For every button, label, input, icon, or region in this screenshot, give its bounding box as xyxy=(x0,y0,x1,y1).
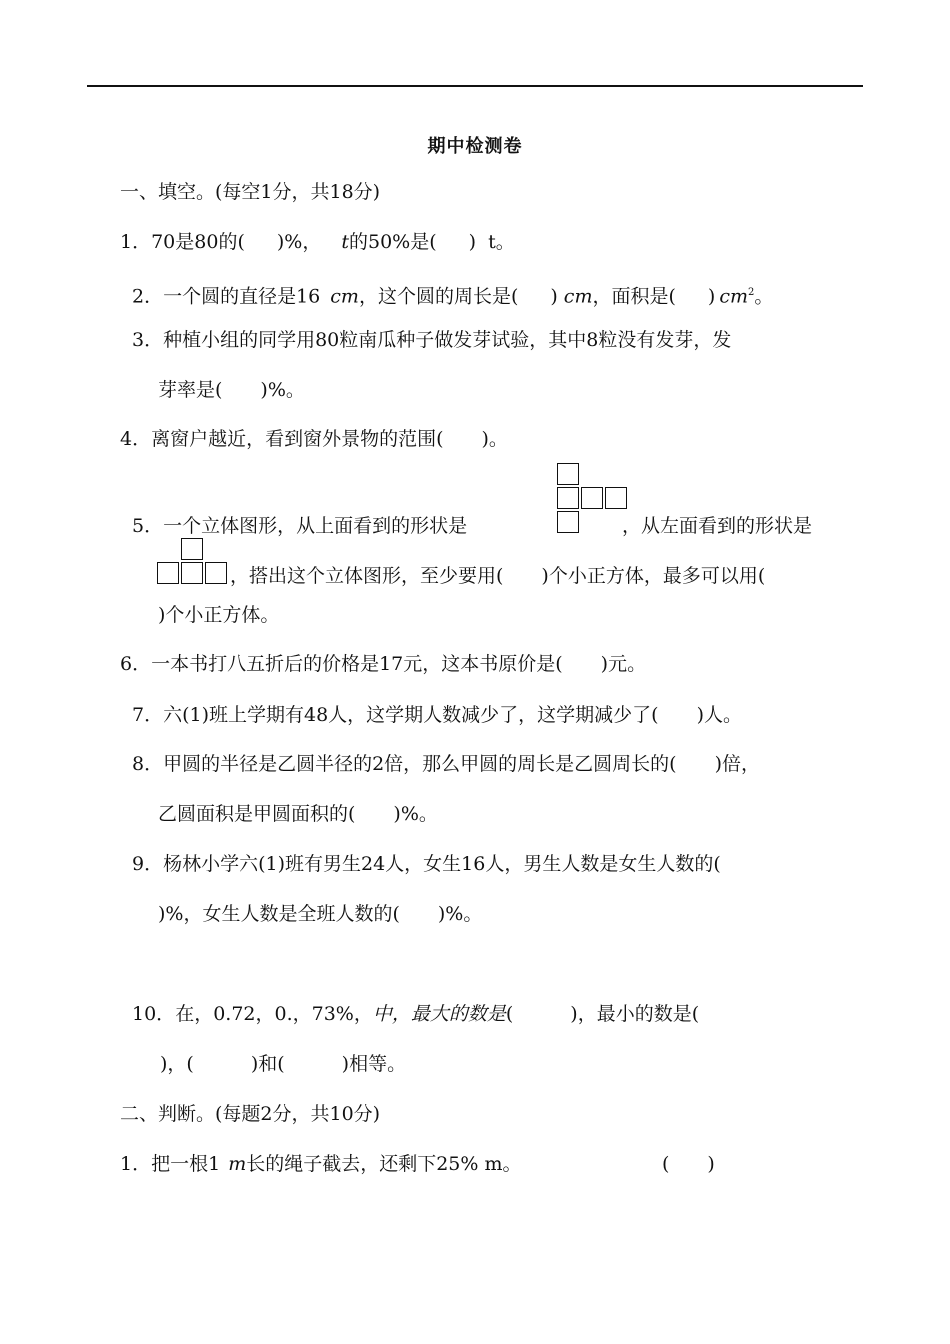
top-view-cell xyxy=(581,487,603,509)
question-3-line2: 芽率是( )%。 xyxy=(158,379,305,401)
left-view-cell xyxy=(181,538,203,560)
top-view-cell xyxy=(557,463,579,485)
section1-heading: 一、填空。(每空1分，共18分) xyxy=(120,181,381,203)
question-10-line2: )，( )和( )相等。 xyxy=(160,1053,407,1075)
question-8-line1: 8．甲圆的半径是乙圆半径的2倍，那么甲圆的周长是乙圆周长的( )倍， xyxy=(132,753,761,775)
header-rule xyxy=(87,85,863,87)
question-3-line1: 3．种植小组的同学用80粒南瓜种子做发芽试验，其中8粒没有发芽，发 xyxy=(132,329,732,351)
question-4: 4．离窗户越近，看到窗外景物的范围( )。 xyxy=(120,428,508,450)
question-7: 7．六(1)班上学期有48人，这学期人数减少了，这学期减少了( )人。 xyxy=(132,704,743,726)
top-view-cell xyxy=(557,511,579,533)
question-1: 1．70是80的( )%， t的50%是( ) t。 xyxy=(120,231,515,253)
judge-question-1: 1．把一根1 m长的绳子截去，还剩下25% m。 xyxy=(120,1153,522,1175)
question-5-line2: ，搭出这个立体图形，至少要用( )个小正方体，最多可以用( xyxy=(230,565,766,587)
answer-parentheses[interactable]: ( ) xyxy=(662,1153,715,1175)
left-view-cell xyxy=(157,562,179,584)
question-9-line2: )%，女生人数是全班人数的( )%。 xyxy=(158,903,483,925)
section2-heading: 二、判断。(每题2分，共10分) xyxy=(120,1103,381,1125)
question-5-line3: )个小正方体。 xyxy=(158,604,280,626)
left-view-cell xyxy=(181,562,203,584)
question-10-line1: 10．在，0.72，0.，73%，中，最大的数是( )，最小的数是( xyxy=(132,1003,700,1025)
question-5-line1-tail: ，从左面看到的形状是 xyxy=(622,515,813,537)
question-6: 6．一本书打八五折后的价格是17元，这本书原价是( )元。 xyxy=(120,653,647,675)
top-view-cell xyxy=(605,487,627,509)
left-view-figure xyxy=(157,538,229,586)
top-view-cell xyxy=(557,487,579,509)
question-9-line1: 9．杨林小学六(1)班有男生24人，女生16人，男生人数是女生人数的( xyxy=(132,853,721,875)
question-8-line2: 乙圆面积是甲圆面积的( )%。 xyxy=(158,803,438,825)
question-2: 2．一个圆的直径是16 cm，这个圆的周长是( ) cm，面积是( ) $cm^2$。 xyxy=(132,285,774,308)
page-title: 期中检测卷 xyxy=(427,136,523,157)
question-5-line1: 5．一个立体图形，从上面看到的形状是 xyxy=(132,515,468,537)
left-view-cell xyxy=(205,562,227,584)
top-view-figure xyxy=(557,463,629,536)
